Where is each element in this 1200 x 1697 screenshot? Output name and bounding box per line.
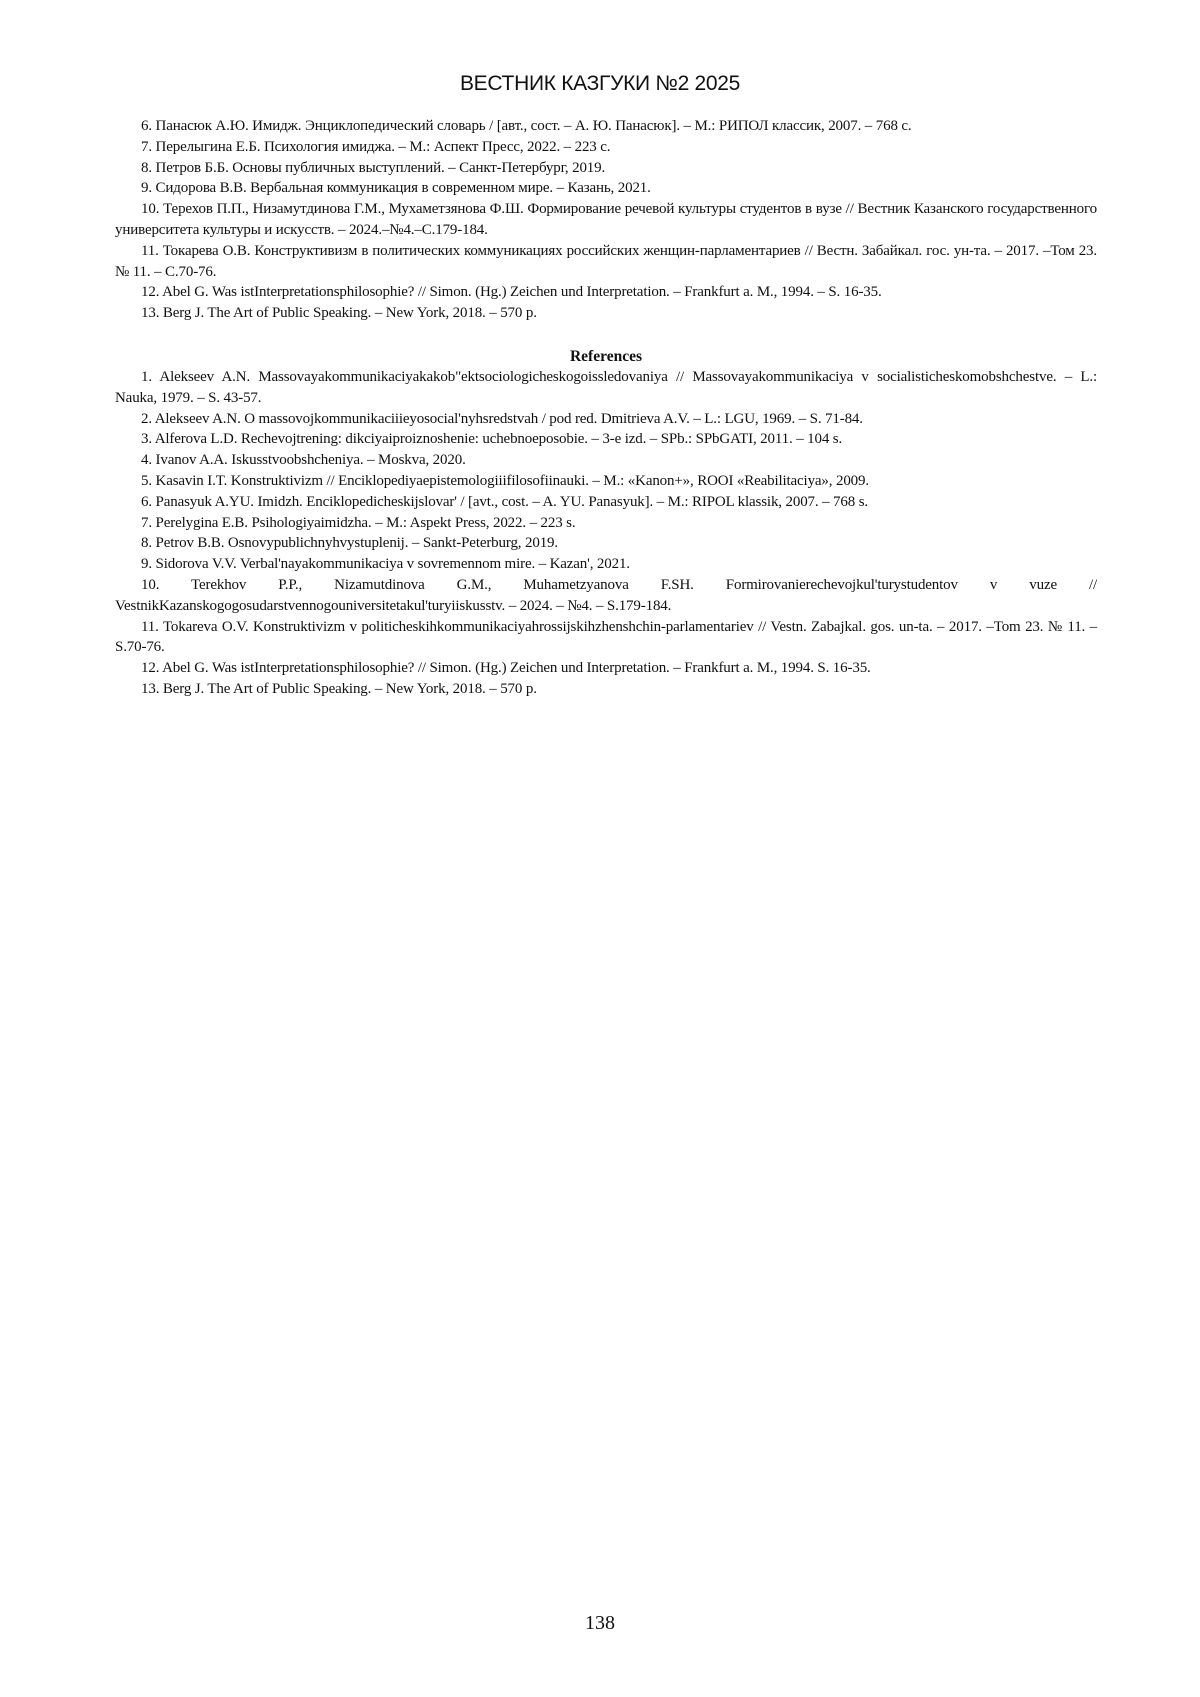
list-item: 7. Перелыгина Е.Б. Психология имиджа. – М.: Аспект Пресс, 2022. – 223 с.: [141, 138, 611, 155]
literature-list: [115, 116, 1097, 324]
list-item: 5. Kasavin I.T. Konstruktivizm // Enciklopediyaepistemologiiifilosofiinauki. – M.: «Kanon+», ROOI «Reabilitaciya», 2009.: [141, 472, 869, 489]
list-item: 1. Alekseev A.N. Massovayakommunikaciyakakob"ektsociologicheskogoissledovaniya // Massovayakommunikaciya v socialisticheskomobshchestve. – L.: Nauka, 1979. – S. 43-57.: [115, 368, 1097, 406]
list-item: 12. Abel G. Was istInterpretationsphilosophie? // Simon. (Hg.) Zeichen und Interpretation. – Frankfurt a. M., 1994. S. 16-35.: [141, 660, 871, 677]
page-number: 138: [585, 1612, 615, 1634]
list-item: 8. Petrov B.B. Osnovypublichnyhvystuplenij. – Sankt-Peterburg, 2019.: [141, 535, 559, 552]
list-item: 10. Терехов П.П., Низамутдинова Г.М., Мухаметзянова Ф.Ш. Формирование речевой культуры студентов в вузе // Вестник Казанского государственного университета культуры и искусств. – 2024.–№4.–С.179-184.: [115, 201, 1097, 238]
list-item: 13. Berg J. The Art of Public Speaking. – New York, 2018. – 570 p.: [141, 680, 537, 697]
list-item: 2. Alekseev A.N. O massovojkommunikaciiieyosocial'nyhsredstvah / pod red. Dmitrieva A.V. – L.: LGU, 1969. – S. 71-84.: [141, 410, 863, 427]
list-item: 13. Berg J. The Art of Public Speaking. – New York, 2018. – 570 p.: [141, 305, 537, 322]
list-item: 10. Terekhov P.P., Nizamutdinova G.M., Muhametzyanova F.SH. Formirovanierechevojkul'turystudentov v vuze // VestnikKazanskogogosudarstvennogouniversitetakul'turyiiskusstv. – 2024. – №4. – S.179-184.: [115, 576, 1097, 614]
page-content: [115, 116, 1097, 700]
journal-header: ВЕСТНИК КАЗГУКИ №2 2025: [459, 72, 741, 95]
references-list: [115, 367, 1097, 700]
list-item: 9. Сидорова В.В. Вербальная коммуникация в современном мире. – Казань, 2021.: [141, 180, 651, 197]
list-item: 11. Tokareva O.V. Konstruktivizm v politicheskihkommunikaciyahrossijskihzhenshchin-parlamentariev // Vestn. Zabajkal. gos. un-ta. – 2017. –Tom 23. № 11. – S.70-76.: [115, 618, 1097, 656]
list-item: 11. Токарева О.В. Конструктивизм в политических коммуникациях российских женщин-парламентариев // Вестн. Забайкал. гос. ун-та. – 2017. –Том 23. № 11. – С.70-76.: [115, 242, 1097, 280]
references-heading: References: [569, 347, 642, 365]
list-item: 6. Panasyuk A.YU. Imidzh. Enciklopedicheskijslovar' / [avt., cost. – A. YU. Panasyuk]. – M.: RIPOL klassik, 2007. – 768 s.: [141, 493, 868, 510]
list-item: 9. Sidorova V.V. Verbal'nayakommunikaciya v sovremennom mire. – Kazan', 2021.: [141, 556, 630, 573]
list-item: 3. Alferova L.D. Rechevojtrening: dikciyaiproiznoshenie: uchebnoeposobie. – 3-e izd. – SPb.: SPbGATI, 2011. – 104 s.: [141, 431, 843, 448]
list-item: 12. Abel G. Was istInterpretationsphilosophie? // Simon. (Hg.) Zeichen und Interpretation. – Frankfurt a. M., 1994. – S. 16-35.: [141, 284, 882, 301]
list-item: 7. Perelygina E.B. Psihologiyaimidzha. – M.: Aspekt Press, 2022. – 223 s.: [141, 514, 576, 531]
list-item: 8. Петров Б.Б. Основы публичных выступлений. – Санкт-Петербург, 2019.: [141, 159, 606, 176]
list-item: 4. Ivanov A.A. Iskusstvoobshcheniya. – Moskva, 2020.: [141, 452, 466, 469]
list-item: 6. Панасюк А.Ю. Имидж. Энциклопедический словарь / [авт., сост. – А. Ю. Панасюк]. – М.: РИПОЛ классик, 2007. – 768 с.: [141, 118, 912, 134]
